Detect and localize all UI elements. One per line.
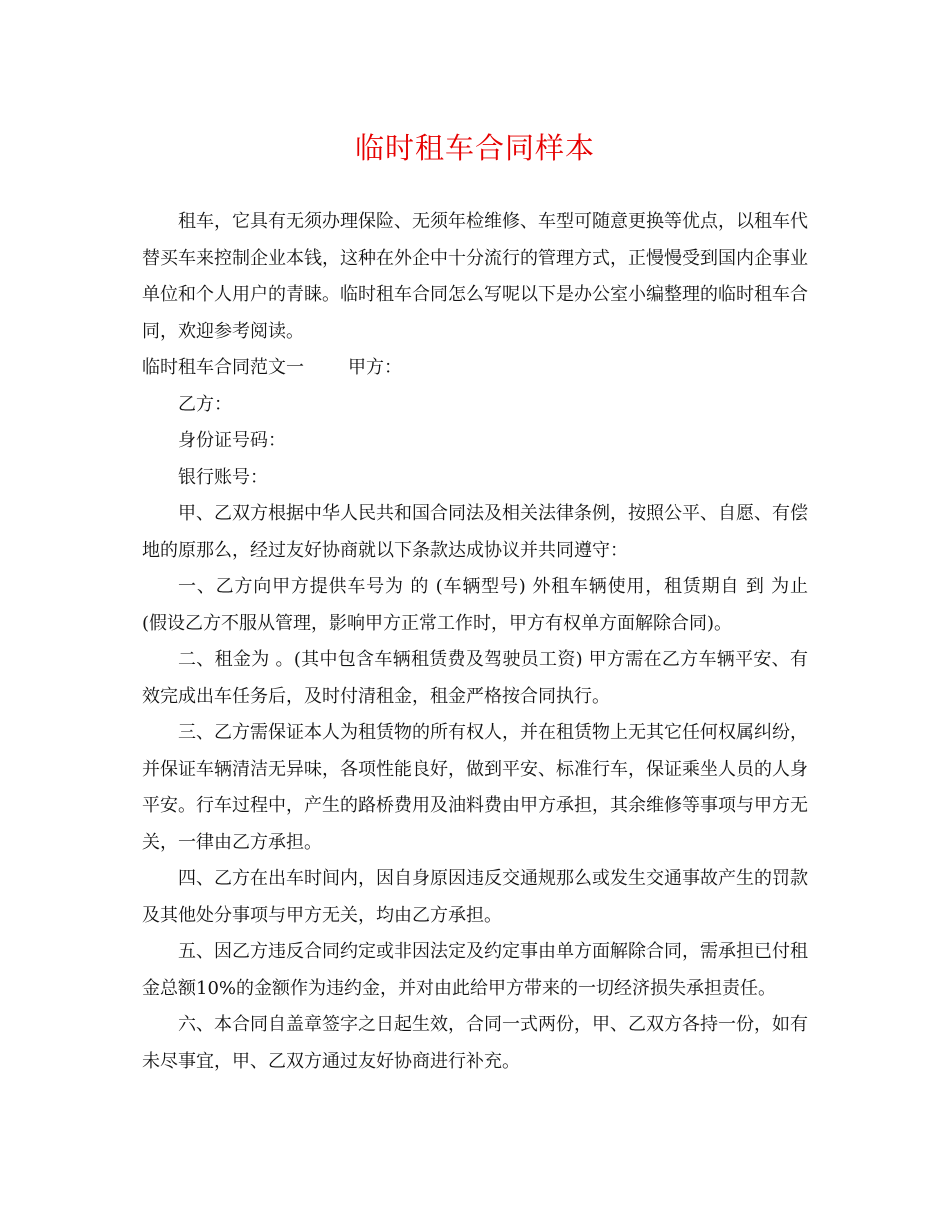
clause-2: 二、租金为 。(其中包含车辆租赁费及驾驶员工资) 甲方需在乙方车辆平安、有效完成出车任务后，及时付清租金，租金严格按合同执行。 — [142, 649, 808, 707]
sample-heading-line — [142, 350, 808, 387]
sample-heading: 临时租车合同范文一 — [142, 357, 304, 378]
preamble-paragraph: 甲、乙双方根据中华人民共和国合同法及相关法律条例，按照公平、自愿、有偿地的原那么，经过友好协商就以下条款达成协议并共同遵守： — [142, 503, 808, 561]
clause-5: 五、因乙方违反合同约定或非因法定及约定事由单方面解除合同，需承担已付租金总额10%的金额作为违约金，并对由此给甲方带来的一切经济损失承担责任。 — [142, 941, 808, 999]
clause-4: 四、乙方在出车时间内，因自身原因违反交通规那么或发生交通事故产生的罚款及其他处分事项与甲方无关，均由乙方承担。 — [142, 868, 808, 926]
clause-6: 六、本合同自盖章签字之日起生效，合同一式两份，甲、乙双方各持一份，如有未尽事宜，甲、乙双方通过友好协商进行补充。 — [142, 1014, 808, 1072]
party-b-label: 乙方： — [178, 393, 232, 415]
document-title: 临时租车合同样本 — [354, 131, 595, 165]
clause-1: 一、乙方向甲方提供车号为 的 (车辆型号) 外租车辆使用，租赁期自 到 为止 (假设乙方不服从管理，影响甲方正常工作时，甲方有权单方面解除合同)。 — [142, 576, 808, 634]
clause-3: 三、乙方需保证本人为租赁物的所有权人，并在租赁物上无其它任何权属纠纷，并保证车辆清洁无异味，各项性能良好，做到平安、标准行车，保证乘坐人员的人身平安。行车过程中，产生的路桥费用及油料费由甲方承担，其余维修等事项与甲方无关，一律由乙方承担。 — [142, 722, 808, 853]
bank-account-label: 银行账号： — [178, 466, 268, 488]
document-body — [142, 204, 808, 1080]
intro-paragraph: 租车，它具有无须办理保险、无须年检维修、车型可随意更换等优点，以租车代替买车来控制企业本钱，这种在外企中十分流行的管理方式，正慢慢受到国内企事业单位和个人用户的青睐。临时租车合同怎么写呢以下是办公室小编整理的临时租车合同，欢迎参考阅读。 — [142, 211, 808, 342]
party-a-label: 甲方： — [348, 357, 402, 378]
id-number-label: 身份证号码： — [178, 430, 286, 451]
